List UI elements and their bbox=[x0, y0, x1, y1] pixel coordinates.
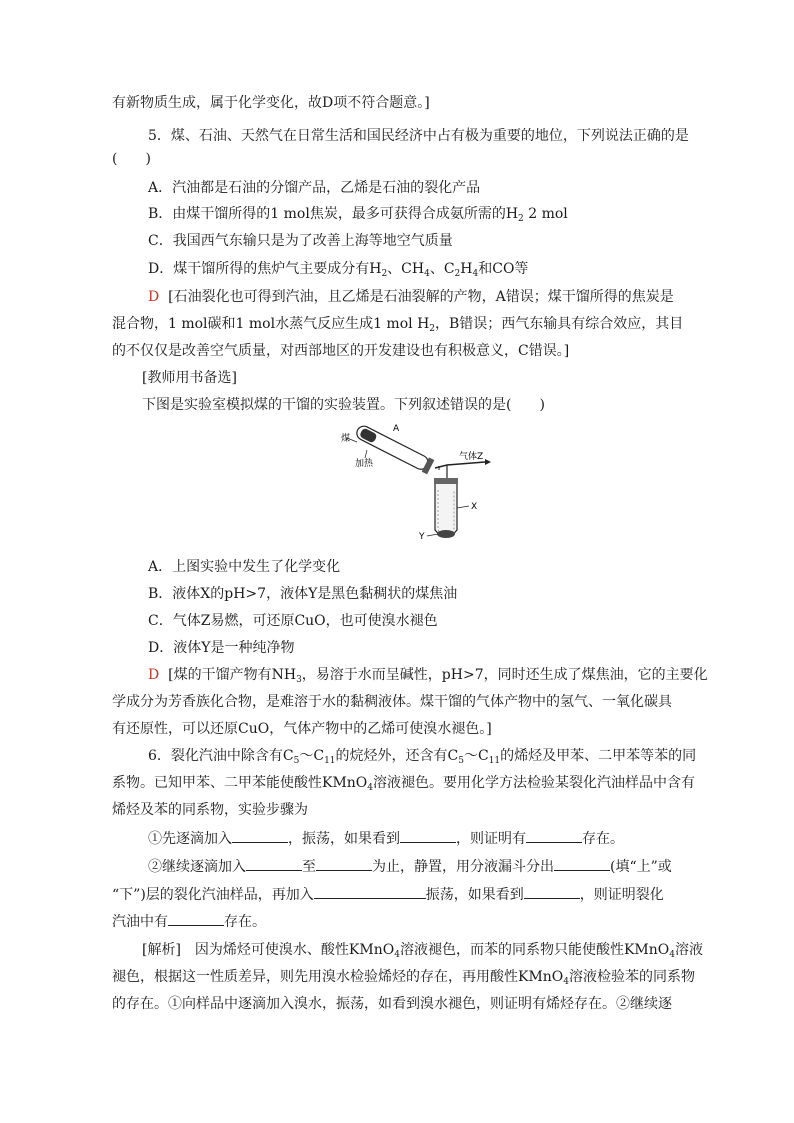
answer-text: ，B错误；西气东输具有综合效应，其目 bbox=[435, 316, 684, 332]
teacher-answer-line2: 学成分为芳香族化合物，是难溶于水的黏稠液体。煤干馏的气体产物中的氢气、一氧化碳具 bbox=[112, 694, 672, 710]
q6-text: 系物。已知甲苯、二甲苯能使酸性KMnO bbox=[112, 775, 368, 791]
analysis-text: 褪色，根据这一性质差异，则先用溴水检验烯烃的存在，再用酸性KMnO bbox=[112, 969, 564, 985]
answer-blank[interactable] bbox=[246, 856, 302, 871]
answer-5-line2 bbox=[112, 314, 682, 334]
q6-text: ～C bbox=[463, 748, 489, 764]
subscript: 4 bbox=[563, 977, 570, 987]
teacher-option-a: A．上图实验中发生了化学变化 bbox=[148, 559, 341, 575]
subscript: 4 bbox=[669, 950, 675, 960]
answer-text: 混合物，1 mol碳和1 mol水蒸气反应生成1 mol H bbox=[112, 316, 430, 332]
label-y: Y bbox=[419, 532, 425, 542]
label-x: X bbox=[471, 502, 478, 512]
teacher-option-d: D．液体Y是一种纯净物 bbox=[148, 640, 295, 656]
teacher-book-heading: [教师用书备选] bbox=[142, 370, 237, 386]
subscript: 11 bbox=[324, 756, 336, 766]
label-a: A bbox=[393, 424, 400, 434]
q6-text: ～C bbox=[299, 748, 325, 764]
subscript: 2 bbox=[518, 214, 524, 224]
teacher-question: 下图是实验室模拟煤的干馏的实验装置。下列叙述错误的是( ) bbox=[142, 397, 545, 413]
answer-blank[interactable] bbox=[400, 828, 456, 843]
step-text: ①先逐滴加入 bbox=[148, 831, 232, 847]
option-5b bbox=[148, 204, 718, 224]
step-1 bbox=[148, 828, 718, 849]
answer-text: ，易溶于水而呈碱性，pH>7，同时还生成了煤焦油，它的主要化 bbox=[301, 667, 708, 683]
subscript: 4 bbox=[394, 950, 400, 960]
subscript: 4 bbox=[472, 269, 479, 279]
subscript: 5 bbox=[293, 756, 300, 766]
subscript: 11 bbox=[488, 756, 501, 766]
answer-blank[interactable] bbox=[554, 856, 610, 871]
subscript: 5 bbox=[458, 756, 464, 766]
label-gas-z: 气体Z bbox=[459, 452, 484, 462]
step-text: 存在。 bbox=[582, 831, 624, 847]
option-5d bbox=[148, 259, 718, 279]
answer-5-line1 bbox=[148, 287, 718, 307]
answer-letter: D bbox=[148, 667, 160, 683]
answer-blank[interactable] bbox=[232, 828, 288, 843]
analysis-text: [解析] 因为烯烃可使溴水、酸性KMnO bbox=[142, 942, 395, 958]
answer-text: [煤的干馏产物有NH bbox=[168, 667, 297, 683]
analysis-text: 溶液褪色，而苯的同系物只能使酸性KMnO bbox=[399, 942, 670, 958]
label-coal: 煤 bbox=[341, 434, 351, 444]
option-5d-text: 、C bbox=[429, 261, 455, 277]
q6-text: 的烯烃及甲苯、二甲苯等苯的同 bbox=[500, 748, 697, 764]
answer-blank[interactable] bbox=[526, 828, 582, 843]
analysis-text: 溶液 bbox=[674, 942, 703, 958]
analysis-line2 bbox=[112, 967, 696, 987]
subscript: 4 bbox=[424, 269, 430, 279]
step-text: 振荡，如果看到 bbox=[425, 887, 524, 903]
option-5d-text: H bbox=[460, 261, 473, 277]
subscript: 3 bbox=[296, 675, 302, 685]
label-heat: 加热 bbox=[355, 459, 374, 469]
step-2 bbox=[148, 856, 718, 877]
option-5d-text: 、CH bbox=[387, 261, 425, 277]
answer-blank[interactable] bbox=[524, 884, 580, 899]
coal-distillation-apparatus-figure bbox=[335, 420, 495, 545]
step-2-cont bbox=[112, 884, 682, 905]
answer-text: [石油裂化也可得到汽油，且乙烯是石油裂解的产物，A错误；煤干馏所得的焦炭是 bbox=[168, 289, 674, 305]
teacher-answer-line3: 有还原性，可以还原CuO，气体产物中的乙烯可使溴水褪色。] bbox=[112, 721, 492, 737]
q6-text: 的烷烃外，还含有C bbox=[335, 748, 459, 764]
analysis-line3: 的存在。①向样品中逐滴加入溴水，振荡，如看到溴水褪色，则证明有烯烃存在。②继续逐 bbox=[112, 996, 672, 1012]
text-line: 有新物质生成，属于化学变化，故D项不符合题意。] bbox=[112, 95, 430, 111]
step-text: ，振荡，如果看到 bbox=[288, 831, 400, 847]
option-5b-text: B．由煤干馏所得的1 mol焦炭，最多可获得合成氨所需的H bbox=[148, 206, 519, 222]
teacher-answer-line1 bbox=[148, 665, 718, 685]
subscript: 2 bbox=[454, 269, 461, 279]
answer-blank[interactable] bbox=[168, 911, 224, 926]
step-text: 至 bbox=[302, 859, 316, 875]
question-6-line1 bbox=[148, 746, 718, 766]
subscript: 4 bbox=[367, 783, 374, 793]
step-text: ，则证明有 bbox=[456, 831, 526, 847]
answer-blank[interactable] bbox=[314, 884, 426, 899]
step-text: 为止，静置，用分液漏斗分出 bbox=[372, 859, 554, 875]
step-text: (填“上”或 bbox=[610, 859, 672, 875]
answer-blank[interactable] bbox=[316, 856, 372, 871]
subscript: 2 bbox=[429, 324, 436, 334]
option-5d-text: D．煤干馏所得的焦炉气主要成分有H bbox=[148, 261, 382, 277]
option-5b-tail: 2 mol bbox=[523, 206, 568, 222]
option-5c: C．我国西气东输只是为了改善上海等地空气质量 bbox=[148, 233, 453, 249]
step-text: ②继续逐滴加入 bbox=[148, 859, 246, 875]
teacher-option-c: C．气体Z易燃，可还原CuO，也可使溴水褪色 bbox=[148, 613, 438, 629]
analysis-line1 bbox=[142, 940, 712, 960]
step-text: “下”)层的裂化汽油样品，再加入 bbox=[112, 887, 314, 903]
question-5-paren: ( ) bbox=[112, 151, 151, 167]
answer-letter: D bbox=[148, 289, 160, 305]
subscript: 2 bbox=[381, 269, 388, 279]
question-6-line2 bbox=[112, 773, 696, 793]
q6-text: 6．裂化汽油中除含有C bbox=[148, 748, 294, 764]
step-text: ，则证明裂化 bbox=[579, 887, 664, 903]
step-2-end bbox=[112, 911, 682, 932]
answer-5-line3: 的不仅仅是改善空气质量，对西部地区的开发建设也有积极意义，C错误。] bbox=[112, 343, 570, 359]
step-text: 汽油中有 bbox=[112, 914, 168, 930]
q6-text: 溶液褪色。要用化学方法检验某裂化汽油样品中含有 bbox=[373, 775, 696, 791]
question-6-line3: 烯烃及苯的同系物，实验步骤为 bbox=[112, 802, 308, 818]
question-5-stem: 5．煤、石油、天然气在日常生活和国民经济中占有极为重要的地位，下列说法正确的是 bbox=[148, 128, 689, 144]
analysis-text: 溶液检验苯的同系物 bbox=[569, 969, 696, 985]
teacher-option-b: B．液体X的pH>7，液体Y是黑色黏稠状的煤焦油 bbox=[148, 586, 458, 602]
step-text: 存在。 bbox=[224, 914, 266, 930]
option-5d-text: 和CO等 bbox=[478, 261, 529, 277]
option-5a: A．汽油都是石油的分馏产品，乙烯是石油的裂化产品 bbox=[148, 180, 481, 196]
